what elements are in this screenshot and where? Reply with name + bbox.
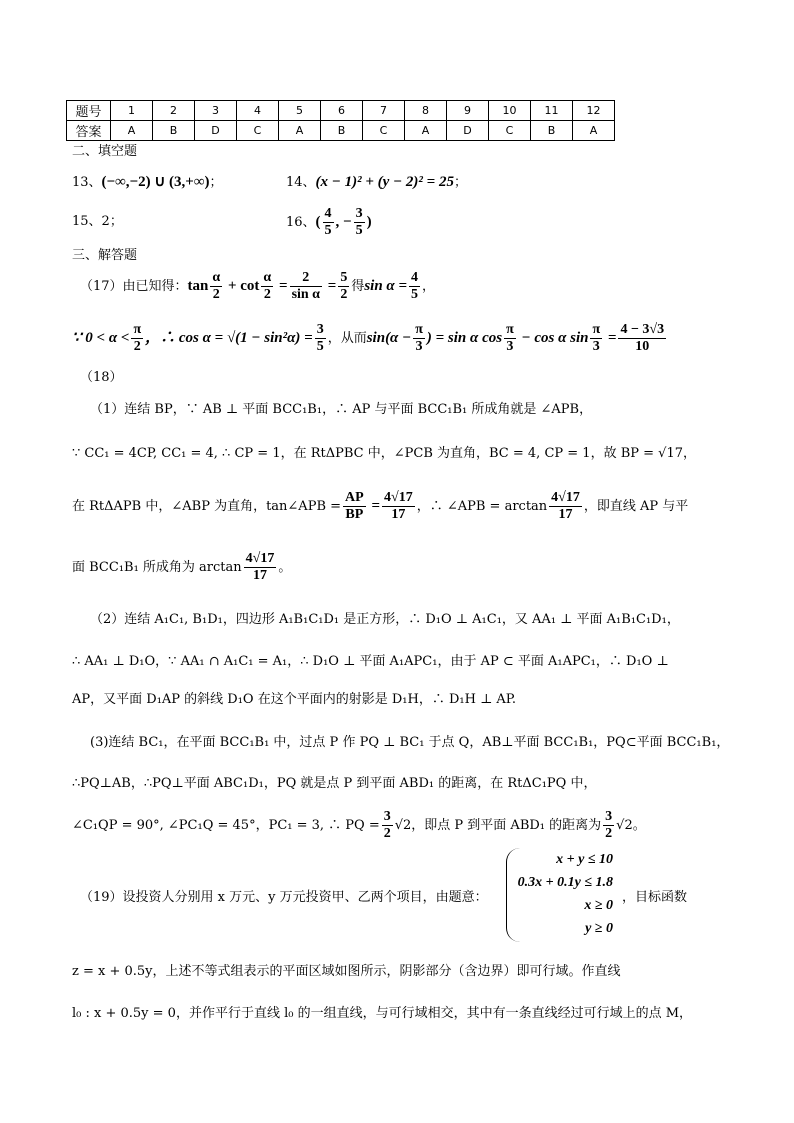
table-cell: 4 [237, 101, 279, 121]
table-row [67, 121, 615, 141]
table-cell: A [111, 121, 153, 141]
fraction-num: 3 [605, 809, 613, 824]
p19-line: z = x + 0.5y，上述不等式组表示的平面区域如图所示，阴影部分（含边界）即可行域。作直线 [72, 964, 621, 979]
q13 [72, 172, 223, 193]
fraction-num: π [592, 322, 601, 337]
text: √2。 [616, 818, 646, 833]
fraction-den: 10 [635, 339, 650, 354]
q16-sep: , − [335, 214, 352, 230]
table-cell: 11 [531, 101, 573, 121]
fraction-den: 5 [324, 223, 332, 238]
q16-label: 16、 [286, 215, 316, 230]
q14 [286, 172, 467, 193]
q14-label: 14、 [286, 175, 316, 190]
p18-line [72, 488, 688, 525]
text: = [367, 498, 381, 514]
table-cell: A [405, 121, 447, 141]
fraction-den: 5 [411, 287, 419, 302]
text: ，∴ cos α = √(1 − sin²α) = [145, 330, 313, 346]
fraction-num: 4√17 [384, 490, 413, 505]
text: √2，即点 P 到平面 ABD₁ 的距离为 [394, 818, 602, 833]
text: sin α = [364, 278, 408, 294]
fraction-den: 2 [133, 339, 141, 354]
fraction-num: α [212, 270, 221, 285]
text: 面 BCC₁B₁ 所成角为 arctan [72, 560, 242, 575]
p17-label: （17）由已知得： [80, 279, 188, 294]
fraction [354, 206, 365, 239]
fraction-den: 3 [415, 339, 423, 354]
fraction-num: 3 [316, 322, 324, 337]
fraction [603, 809, 614, 842]
q16-open: ( [315, 214, 321, 230]
fraction-den: 17 [391, 507, 406, 522]
p18-label: （18） [80, 370, 123, 385]
text: = [275, 278, 288, 294]
fraction [504, 322, 516, 355]
fraction [323, 206, 334, 239]
table-cell: 3 [195, 101, 237, 121]
fraction-den: 5 [355, 223, 363, 238]
fraction-num: π [415, 322, 423, 337]
fraction-num: π [133, 322, 142, 337]
table-cell: C [237, 121, 279, 141]
table-cell: B [153, 121, 195, 141]
inequality: x + y ≤ 10 [556, 852, 613, 867]
text: = [324, 278, 337, 294]
fraction-num: 3 [355, 206, 363, 221]
table-cell: 2 [153, 101, 195, 121]
fraction [315, 322, 326, 355]
table-cell: B [531, 121, 573, 141]
q15: 15、2； [72, 214, 123, 229]
p19-line-end: ，目标函数 [622, 890, 688, 905]
fraction [244, 551, 277, 584]
text: 得 [351, 279, 365, 294]
q13-end: ； [209, 175, 223, 190]
q13-label: 13、 [72, 175, 102, 190]
q14-math: (x − 1)² + (y − 2)² = 25 [315, 174, 454, 190]
table-cell: A [573, 121, 615, 141]
fraction [210, 270, 222, 303]
fraction-den: 5 [316, 339, 324, 354]
table-cell: 6 [321, 101, 363, 121]
table-cell: 5 [279, 101, 321, 121]
inequality: x ≥ 0 [584, 898, 613, 913]
q13-math: (−∞,−2) ∪ (3,+∞) [101, 174, 210, 190]
row-label-number: 题号 [67, 101, 111, 121]
fraction-num: 3 [383, 809, 391, 824]
text: = [604, 330, 617, 346]
fraction-num: π [506, 322, 514, 337]
section-heading: 三、解答题 [72, 248, 138, 263]
text: + cot [224, 278, 260, 294]
table-cell: A [279, 121, 321, 141]
p18-line [72, 808, 646, 844]
p19-line: l₀ : x + 0.5y = 0，并作平行于直线 l₀ 的一组直线，与可行域相交，其中有一条直线经过可行域上的点 M， [72, 1006, 693, 1021]
text: ∵ 0 < α < [72, 330, 130, 346]
table-cell: C [363, 121, 405, 141]
table-cell: 7 [363, 101, 405, 121]
p19-line: （19）设投资人分别用 x 万元、y 万元投资甲、乙两个项目，由题意： [80, 890, 488, 905]
fraction-den: 3 [506, 339, 514, 354]
fraction-den: 17 [558, 507, 573, 522]
row-label-answer: 答案 [67, 121, 111, 141]
fraction [131, 322, 143, 355]
fraction-num: 4 − 3√3 [620, 322, 665, 337]
p18-line: ∴PQ⊥AB，∴PQ⊥平面 ABC₁D₁，PQ 就是点 P 到平面 ABD₁ 的距离，在 RtΔC₁PQ 中， [72, 776, 597, 791]
fraction-num: 2 [290, 270, 322, 287]
answer-table [66, 100, 615, 141]
fraction-den: 2 [340, 287, 348, 302]
fraction-den: 3 [592, 339, 600, 354]
p17-line2 [72, 320, 668, 357]
fraction [413, 322, 425, 355]
fraction-den: 17 [253, 568, 267, 583]
inequality: y ≥ 0 [585, 921, 613, 936]
fraction-den: BP [345, 507, 364, 522]
text: − cos α sin [517, 330, 589, 346]
fraction [549, 490, 582, 523]
fraction-den: sin α [291, 287, 320, 302]
table-row [67, 101, 615, 121]
text: ，∴ ∠APB = arctan [416, 499, 548, 514]
text: 在 RtΔAPB 中，∠ABP 为直角，tan∠APB = [72, 499, 342, 514]
p18-line: AP，又平面 D₁AP 的斜线 D₁O 在这个平面内的射影是 D₁H，∴ D₁H ⊥ AP. [72, 692, 517, 707]
text: ， [422, 279, 436, 294]
text: ∠C₁QP = 90°, ∠PC₁Q = 45°，PC₁ = 3, ∴ PQ = [72, 818, 380, 833]
fraction-num: 4√17 [245, 551, 275, 566]
table-cell: 9 [447, 101, 489, 121]
fraction [382, 490, 415, 523]
fraction [409, 270, 420, 303]
fraction-den: 2 [383, 826, 391, 841]
fraction [290, 270, 322, 303]
table-cell: 12 [573, 101, 615, 121]
fraction [590, 322, 602, 355]
section-heading: 二、填空题 [72, 144, 138, 159]
p18-line: （2）连结 A₁C₁, B₁D₁，四边形 A₁B₁C₁D₁ 是正方形，∴ D₁O ⊥ A₁C₁，又 AA₁ ⊥ 平面 A₁B₁C₁D₁， [90, 612, 680, 627]
fraction-den: 2 [263, 287, 271, 302]
fraction-den: 2 [212, 287, 220, 302]
q16-close: ) [366, 214, 372, 230]
table-cell: 8 [405, 101, 447, 121]
fraction [618, 322, 666, 355]
table-cell: 1 [111, 101, 153, 121]
p18-line [72, 550, 291, 586]
fraction-num: 4 [324, 206, 332, 221]
fraction-num: AP [345, 490, 364, 505]
p18-line: (3)连结 BC₁，在平面 BCC₁B₁ 中，过点 P 作 PQ ⊥ BC₁ 于点 Q，AB⊥平面 BCC₁B₁，PQ⊂平面 BCC₁B₁， [90, 735, 730, 750]
text: tan [187, 278, 209, 294]
fraction [382, 809, 393, 842]
p18-line: （1）连结 BP，∵ AB ⊥ 平面 BCC₁B₁，∴ AP 与平面 BCC₁B₁ 所成角就是 ∠APB， [90, 402, 593, 417]
fraction-num: 5 [340, 270, 348, 285]
table-cell: B [321, 121, 363, 141]
table-cell: D [447, 121, 489, 141]
p18-line: ∴ AA₁ ⊥ D₁O，∵ AA₁ ∩ A₁C₁ = A₁，∴ D₁O ⊥ 平面 A₁APC₁，由于 AP ⊂ 平面 A₁APC₁，∴ D₁O ⊥ [72, 654, 669, 669]
text: 。 [278, 560, 292, 575]
inequality: 0.3x + 0.1y ≤ 1.8 [517, 875, 613, 890]
fraction [338, 270, 349, 303]
fraction-num: 4 [411, 270, 419, 285]
inequality-system [506, 848, 619, 942]
fraction-num: 4√17 [551, 490, 580, 505]
fraction [343, 490, 366, 523]
text: ，即直线 AP 与平 [583, 499, 689, 514]
text: ，从而 [327, 331, 367, 346]
table-cell: D [195, 121, 237, 141]
fraction [261, 270, 273, 303]
p18-line: ∵ CC₁ = 4CP, CC₁ = 4, ∴ CP = 1，在 RtΔPBC 中，∠PCB 为直角，BC = 4, CP = 1，故 BP = √17， [72, 446, 696, 461]
p17-line1 [80, 268, 435, 305]
fraction-num: α [263, 270, 272, 285]
text: sin(α − [366, 330, 412, 346]
fraction-den: 2 [605, 826, 613, 841]
text: ) = sin α cos [426, 330, 503, 346]
q14-end: ； [453, 175, 467, 190]
q16 [286, 204, 372, 241]
table-cell: 10 [489, 101, 531, 121]
table-cell: C [489, 121, 531, 141]
